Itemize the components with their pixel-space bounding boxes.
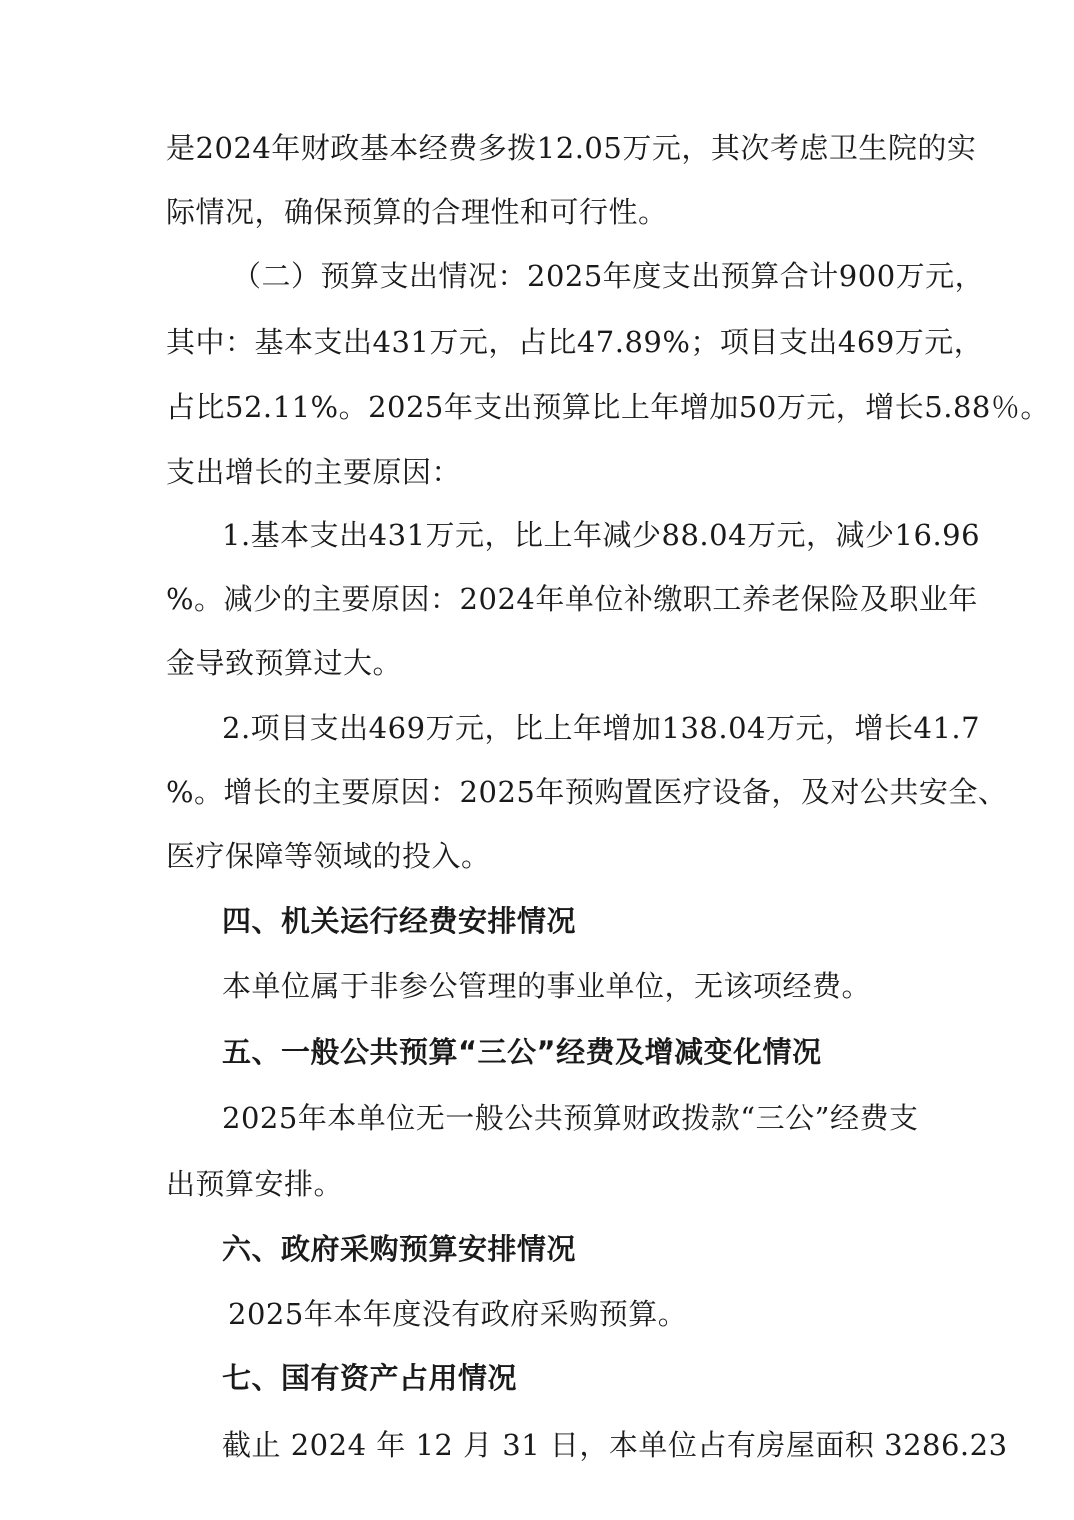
- section-heading: 七、国有资产占用情况: [222, 1361, 518, 1395]
- paragraph-line: 支出增长的主要原因：: [166, 455, 462, 489]
- paragraph-line: 医疗保障等领域的投入。: [166, 839, 491, 873]
- paragraph-line: 2.项目支出469万元，比上年增加138.04万元，增长41.7: [222, 711, 981, 745]
- paragraph-line: 2025年本单位无一般公共预算财政拨款“三公”经费支: [222, 1101, 919, 1135]
- paragraph-line: %。增长的主要原因：2025年预购置医疗设备，及对公共安全、: [166, 775, 1008, 809]
- section-heading: 五、一般公共预算“三公”经费及增减变化情况: [222, 1035, 822, 1069]
- paragraph-line: 是2024年财政基本经费多拨12.05万元，其次考虑卫生院的实: [166, 131, 977, 165]
- section-heading: 六、政府采购预算安排情况: [222, 1232, 577, 1266]
- paragraph-line: （二）预算支出情况：2025年度支出预算合计900万元，: [232, 259, 985, 293]
- paragraph-line: 其中：基本支出431万元，占比47.89%；项目支出469万元，: [166, 325, 984, 359]
- paragraph-line: 2025年本年度没有政府采购预算。: [228, 1297, 688, 1331]
- paragraph-line: %。减少的主要原因：2024年单位补缴职工养老保险及职业年: [166, 582, 978, 616]
- paragraph-line: 际情况，确保预算的合理性和可行性。: [166, 195, 668, 229]
- paragraph-line: 金导致预算过大。: [166, 646, 403, 680]
- paragraph-line: 1.基本支出431万元，比上年减少88.04万元，减少16.96: [222, 518, 981, 552]
- paragraph-line: 占比52.11%。2025年支出预算比上年增加50万元，增长5.88％。: [166, 390, 1050, 424]
- paragraph-line: 出预算安排。: [166, 1167, 344, 1201]
- paragraph-line: 截止 2024 年 12 月 31 日，本单位占有房屋面积 3286.23: [222, 1428, 1008, 1462]
- paragraph-line: 本单位属于非参公管理的事业单位，无该项经费。: [222, 969, 872, 1003]
- section-heading: 四、机关运行经费安排情况: [222, 904, 577, 938]
